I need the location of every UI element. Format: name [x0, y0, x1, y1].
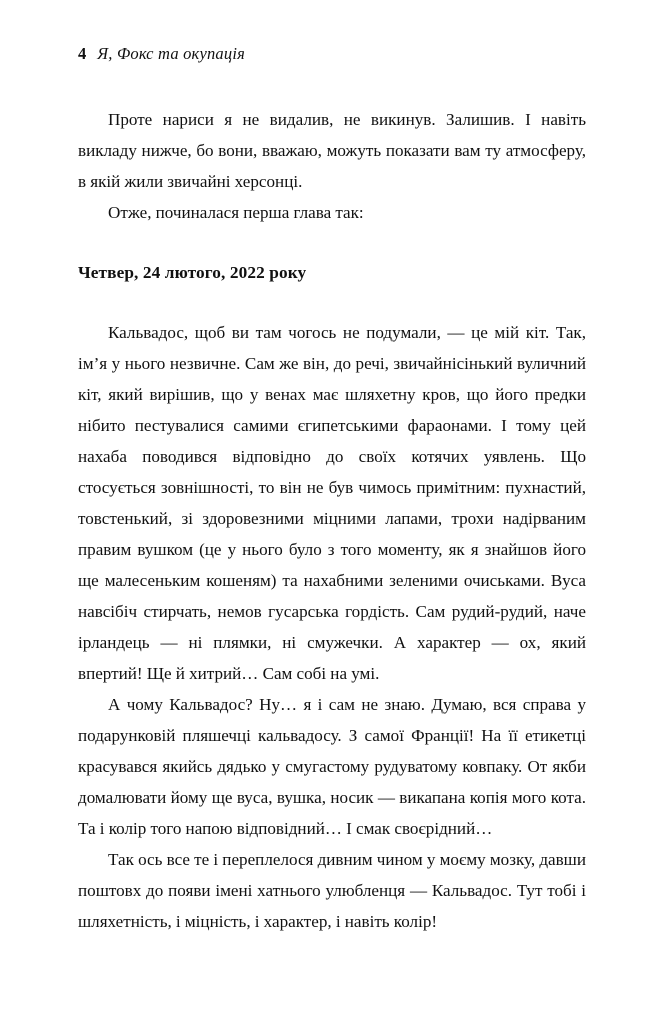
text-column [78, 104, 586, 937]
running-head [78, 46, 586, 63]
paragraph: Так ось все те і переплелося дивним чином у моєму мозку, давши поштовх до появи імені хатнього улюбленця — Кальвадос. Тут тобі і шляхетність, і міцність, і характер, і навіть колір! [78, 850, 586, 931]
paragraph: А чому Кальвадос? Ну… я і сам не знаю. Думаю, вся справа у подарунковій пляшечці кальвадосу. З самої Франції! На її етикетці красувався якийсь дядько у смугастому рудуватому ковпаку. От якби домалювати йому ще вуса, вушка, носик — викапана копія мого кота. Та і колір того напою відповідний… І смак своєрідний… [78, 695, 586, 838]
paragraph: Проте нариси я не видалив, не викинув. Залишив. І навіть викладу нижче, бо вони, вважаю, можуть показати вам ту атмосферу, в якій жили звичайні херсонці. [78, 110, 586, 191]
section-heading-date: Четвер, 24 лютого, 2022 року [78, 263, 307, 282]
running-head-title: Я, Фокс та окупація [97, 44, 245, 63]
paragraph: Отже, починалася перша глава так: [108, 203, 364, 222]
page-number: 4 [78, 44, 87, 63]
paragraph: Кальвадос, щоб ви там чогось не подумали, — це мій кіт. Так, ім’я у нього незвичне. Сам же він, до речі, звичайнісінький вуличний кіт, який вирішив, що у венах має шляхетну кров, що його предки нібито пестувалися самими єгипетськими фараонами. І тому цей нахаба поводився відповідно до своїх котячих уявлень. Що стосується зовнішності, то він не був чимось примітним: пухнастий, товстенький, зі здоровезними міцними лапами, трохи надірваним правим вушком (це у нього було з того моменту, як я знайшов його ще малесеньким кошеням) та нахабними зеленими очиськами. Вуса навсібіч стирчать, немов гусарська гордість. Сам рудий-рудий, наче ірландець — ні плямки, ні смужечки. А характер — ох, який впертий! Ще й хитрий… Сам собі на умі. [78, 323, 586, 683]
